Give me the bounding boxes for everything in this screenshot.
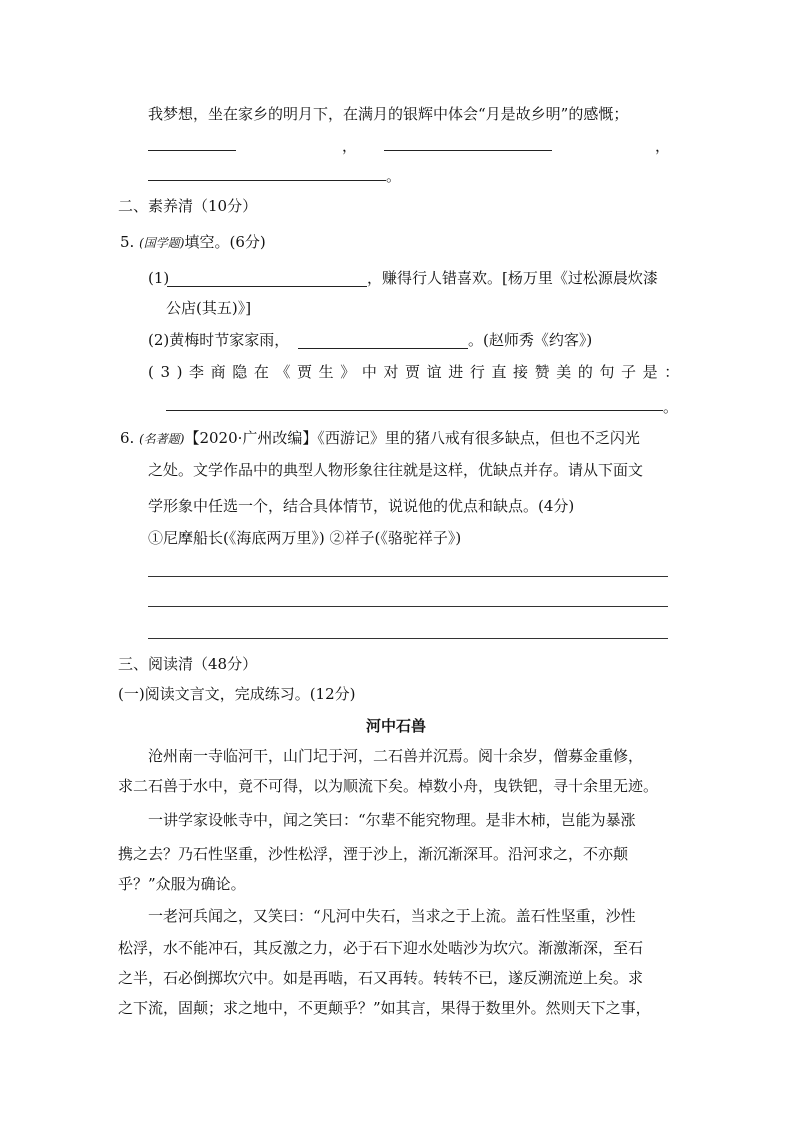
question-number: 6. — [120, 429, 135, 447]
question-prompt: 填空。(6分) — [184, 233, 266, 251]
answer-line[interactable] — [148, 576, 668, 577]
passage-line: 携之去？乃石性坚重，沙性松浮，湮于沙上，渐沉渐深耳。沿河求之，不亦颠 — [118, 845, 629, 863]
sentence-end: 。 — [386, 167, 402, 185]
item-text: 。(赵师秀《约客》) — [468, 331, 593, 349]
question-text: 《西游记》里的猪八戒有很多缺点，但也不乏闪光 — [317, 429, 640, 447]
section-header: 二、素养清（10分） — [118, 197, 258, 215]
answer-blank[interactable] — [148, 180, 386, 181]
separator-comma: ， — [655, 137, 671, 155]
question-tag: (国学题) — [139, 236, 185, 250]
question-source: 【2020·广州改编】 — [184, 429, 318, 447]
answer-line[interactable] — [148, 606, 668, 607]
item-text: ，赚得行人错喜欢。[杨万里《过松源晨炊漆 — [367, 269, 658, 287]
sentence-end: 。 — [663, 398, 679, 416]
item-text: (3)李商隐在《贾生》中对贾谊进行直接赞美的句子是： — [148, 363, 686, 381]
passage-line: 松浮，水不能冲石，其反激之力，必于石下迎水处啮沙为坎穴。渐激渐深，至石 — [118, 939, 644, 957]
passage-line: 一讲学家设帐寺中，闻之笑曰：“尔辈不能究物理。是非木柿，岂能为暴涨 — [148, 811, 636, 829]
passage-title: 河中石兽 — [366, 717, 427, 735]
question-tag: (名著题) — [139, 432, 185, 446]
answer-blank[interactable] — [167, 286, 367, 287]
answer-blank[interactable] — [384, 150, 552, 151]
passage-line: 一老河兵闻之，又笑曰：“凡河中失石，当求之于上流。盖石性坚重，沙性 — [148, 907, 636, 925]
item-text: (2)黄梅时节家家雨， — [148, 331, 290, 349]
passage-line: 之半，石必倒掷坎穴中。如是再啮，石又再转。转转不已，遂反溯流逆上矣。求 — [118, 969, 644, 987]
passage-line: 乎？”众服为确论。 — [118, 875, 246, 893]
question-text: 之处。文学作品中的典型人物形象往往就是这样，优缺点并存。请从下面文 — [148, 461, 644, 479]
part-instruction: (一)阅读文言文，完成练习。(12分) — [118, 685, 356, 703]
question-text: 学形象中任选一个，结合具体情节，说说他的优点和缺点。(4分) — [148, 497, 575, 515]
question-5 — [120, 232, 266, 253]
section-header: 三、阅读清（48分） — [118, 655, 258, 673]
passage-line: 之下流，固颠；求之地中，不更颠乎？”如其言，果得于数里外。然则天下之事， — [118, 999, 651, 1017]
answer-blank[interactable] — [148, 150, 236, 151]
item-text: 公店(其五)》] — [166, 299, 252, 317]
question-number: 5. — [120, 233, 135, 251]
item-number: (1) — [148, 269, 170, 287]
passage-line: 求二石兽于水中，竟不可得，以为顺流下矣。棹数小舟，曳铁钯，寻十余里无迹。 — [118, 777, 659, 795]
answer-line[interactable] — [148, 638, 668, 639]
question-6 — [120, 428, 640, 449]
question-options: ①尼摩船长(《海底两万里》) ②祥子(《骆驼祥子》) — [148, 529, 462, 547]
separator-comma: ， — [342, 137, 358, 155]
passage-line: 沧州南一寺临河干，山门圮于河，二石兽并沉焉。阅十余岁，僧募金重修， — [148, 747, 644, 765]
intro-text: 我梦想，坐在家乡的明月下，在满月的银辉中体会“月是故乡明”的感慨； — [148, 105, 629, 123]
answer-blank[interactable] — [298, 348, 468, 349]
answer-blank[interactable] — [166, 410, 663, 411]
